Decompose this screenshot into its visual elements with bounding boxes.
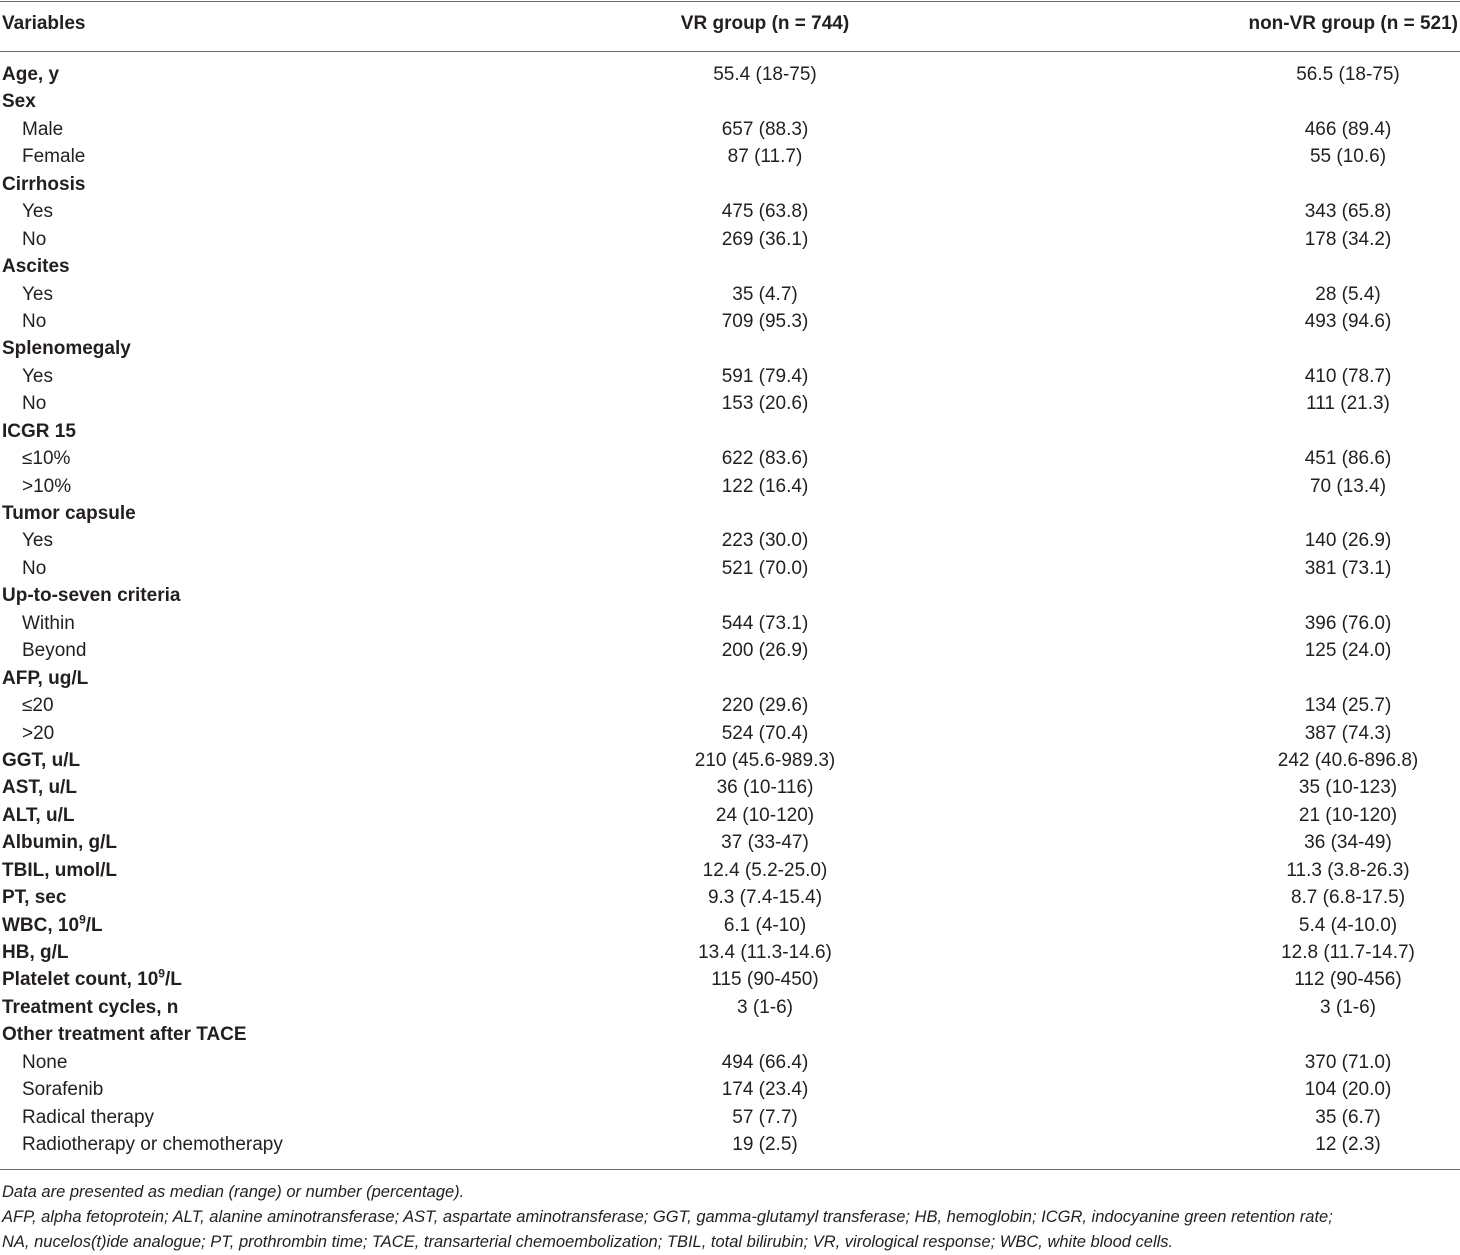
row-label: [2, 884, 66, 911]
row-label-text: No: [22, 393, 47, 415]
table-row: [0, 88, 1460, 115]
vr-group-value: 200 (26.9): [721, 640, 809, 662]
vr-group-value: 6.1 (4-10): [723, 914, 807, 936]
row-label-superscript: 9: [158, 967, 165, 982]
footnote-line: NA, nucelos(t)ide analogue; PT, prothrombin time; TACE, transarterial chemoembolization; TBIL, total bilirubin; VR, virological response; WBC, white blood cells.: [2, 1233, 1174, 1251]
table-row: [0, 966, 1460, 993]
vr-group-value: 494 (66.4): [721, 1051, 809, 1073]
table-row: [0, 802, 1460, 829]
row-label-text: AFP, ug/L: [2, 667, 89, 689]
table-row: [0, 281, 1460, 308]
row-label: [2, 500, 136, 527]
row-label: [22, 1104, 154, 1131]
row-label: [2, 994, 178, 1021]
row-label: [2, 829, 117, 856]
vr-group-value: 57 (7.7): [732, 1106, 798, 1128]
row-label-text: Sex: [2, 91, 36, 113]
row-label-text: Other treatment after TACE: [2, 1024, 247, 1046]
row-label-text: PT, sec: [2, 887, 67, 909]
non-vr-group-value: 21 (10-120): [1298, 804, 1398, 826]
row-label: [22, 555, 46, 582]
row-label-text: Radical therapy: [22, 1106, 155, 1128]
row-label-text: ICGR 15: [2, 420, 76, 442]
table-row: [0, 637, 1460, 664]
non-vr-group-value: 396 (76.0): [1304, 612, 1392, 634]
non-vr-group-value: 35 (6.7): [1315, 1106, 1381, 1128]
footnote-line: Data are presented as median (range) or number (percentage).: [2, 1183, 465, 1201]
row-label: [2, 335, 131, 362]
vr-group-value: 622 (83.6): [721, 448, 809, 470]
vr-group-value: 115 (90-450): [711, 969, 819, 991]
row-label: [2, 939, 69, 966]
non-vr-group-value: 35 (10-123): [1298, 777, 1398, 799]
row-label: [2, 1021, 247, 1048]
header-non-vr-group: non-VR group (n = 521): [1248, 13, 1458, 34]
non-vr-group-value: 5.4 (4-10.0): [1298, 914, 1398, 936]
vr-group-value: 12.4 (5.2-25.0): [702, 859, 828, 881]
vr-group-value: 36 (10-116): [716, 777, 814, 799]
non-vr-group-value: 11.3 (3.8-26.3): [1286, 859, 1410, 881]
row-label-text: >10%: [22, 475, 72, 497]
row-label: [2, 418, 76, 445]
row-label-text: AST, u/L: [2, 777, 77, 799]
row-label-text: Splenomegaly: [2, 338, 131, 360]
table-row: [0, 500, 1460, 527]
row-label-suffix: /L: [85, 914, 103, 936]
vr-group-value: 24 (10-120): [715, 804, 815, 826]
row-label-text: ≤20: [22, 695, 54, 717]
row-label-suffix: /L: [164, 969, 182, 991]
row-label-superscript: 9: [79, 912, 86, 927]
table-row: [0, 939, 1460, 966]
footnote-line: AFP, alpha fetoprotein; ALT, alanine aminotransferase; AST, aspartate aminotransferase; GGT, gamma-glutamyl transferase; HB, hemoglobin; ICGR, indocyanine green retention rate;: [2, 1208, 1333, 1226]
table-header-row: [0, 13, 1460, 41]
row-label-text: Sorafenib: [22, 1079, 104, 1101]
non-vr-group-value: 3 (1-6): [1320, 996, 1376, 1018]
non-vr-group-value: 36 (34-49): [1304, 832, 1392, 854]
non-vr-group-value: 466 (89.4): [1304, 118, 1392, 140]
vr-group-value: 709 (95.3): [721, 310, 809, 332]
table-row: [0, 171, 1460, 198]
non-vr-group-value: 12.8 (11.7-14.7): [1281, 942, 1415, 963]
row-label: [22, 445, 70, 472]
table-row: [0, 116, 1460, 143]
table-footnotes: [2, 1180, 1458, 1255]
non-vr-group-value: 493 (94.6): [1304, 310, 1392, 332]
row-label: [22, 308, 46, 335]
table-row: [0, 829, 1460, 856]
row-label: [22, 281, 53, 308]
non-vr-group-value: 387 (74.3): [1304, 722, 1392, 744]
table-row: [0, 143, 1460, 170]
row-label-text: Yes: [22, 530, 53, 552]
vr-group-value: 521 (70.0): [721, 557, 809, 579]
table-row: [0, 610, 1460, 637]
vr-group-value: 210 (45.6-989.3): [694, 749, 836, 771]
table-row: [0, 61, 1460, 88]
row-label: [2, 857, 117, 884]
vr-group-value: 524 (70.4): [721, 722, 809, 744]
table-row: [0, 857, 1460, 884]
vr-group-value: 220 (29.6): [721, 695, 809, 717]
vr-group-value: 544 (73.1): [721, 612, 809, 634]
row-label: [2, 966, 182, 993]
table-top-rule: [0, 1, 1460, 2]
non-vr-group-value: 111 (21.3): [1306, 393, 1390, 415]
row-label-text: Platelet count, 10: [2, 969, 159, 991]
row-label: [22, 720, 54, 747]
vr-group-value: 174 (23.4): [721, 1079, 809, 1101]
row-label: [22, 610, 75, 637]
vr-group-value: 223 (30.0): [721, 530, 809, 552]
non-vr-group-value: 134 (25.7): [1304, 695, 1392, 717]
row-label-text: Albumin, g/L: [2, 832, 118, 854]
non-vr-group-value: 125 (24.0): [1304, 640, 1392, 662]
table-row: [0, 1049, 1460, 1076]
vr-group-value: 657 (88.3): [721, 118, 809, 140]
non-vr-group-value: 28 (5.4): [1315, 283, 1381, 305]
table-row: [0, 335, 1460, 362]
table-body: [0, 61, 1460, 1159]
row-label: [2, 582, 180, 609]
row-label-text: Within: [22, 612, 75, 634]
row-label: [2, 747, 80, 774]
non-vr-group-value: 242 (40.6-896.8): [1277, 749, 1419, 771]
table-row: [0, 884, 1460, 911]
row-label-text: Ascites: [2, 256, 70, 278]
row-label: [2, 88, 36, 115]
vr-group-value: 35 (4.7): [732, 283, 798, 305]
non-vr-group-value: 451 (86.6): [1304, 448, 1392, 470]
row-label-text: No: [22, 310, 47, 332]
row-label-text: Radiotherapy or chemotherapy: [22, 1134, 283, 1156]
vr-group-value: 153 (20.6): [721, 393, 809, 415]
row-label-text: ALT, u/L: [2, 804, 75, 826]
row-label-text: None: [22, 1051, 68, 1073]
non-vr-group-value: 178 (34.2): [1304, 228, 1392, 250]
row-label-text: Yes: [22, 365, 53, 387]
table-row: [0, 418, 1460, 445]
table-row: [0, 308, 1460, 335]
vr-group-value: 37 (33-47): [721, 832, 809, 854]
non-vr-group-value: 410 (78.7): [1304, 365, 1392, 387]
row-label: [2, 665, 88, 692]
non-vr-group-value: 112 (90-456): [1294, 969, 1402, 991]
row-label: [22, 116, 63, 143]
table-row: [0, 527, 1460, 554]
table-row: [0, 473, 1460, 500]
table-row: [0, 720, 1460, 747]
row-label-text: ≤10%: [22, 448, 71, 470]
header-variables: Variables: [2, 13, 86, 34]
non-vr-group-value: 343 (65.8): [1304, 201, 1392, 223]
table-row: [0, 1076, 1460, 1103]
row-label-text: Beyond: [22, 640, 87, 662]
row-label-text: Tumor capsule: [2, 503, 136, 524]
row-label: [22, 1076, 103, 1103]
header-bottom-rule: [0, 51, 1460, 52]
row-label: [22, 1131, 283, 1158]
table-row: [0, 692, 1460, 719]
non-vr-group-value: 370 (71.0): [1304, 1051, 1392, 1073]
row-label-text: Age, y: [2, 64, 60, 85]
table-bottom-rule: [0, 1169, 1460, 1170]
table-row: [0, 1131, 1460, 1158]
row-label: [22, 363, 53, 390]
non-vr-group-value: 8.7 (6.8-17.5): [1290, 887, 1406, 909]
table-row: [0, 555, 1460, 582]
non-vr-group-value: 381 (73.1): [1304, 557, 1392, 579]
vr-group-value: 269 (36.1): [721, 228, 809, 250]
row-label: [2, 171, 85, 198]
table-row: [0, 1104, 1460, 1131]
non-vr-group-value: 70 (13.4): [1309, 475, 1387, 497]
vr-group-value: 55.4 (18-75): [713, 64, 817, 85]
table-row: [0, 363, 1460, 390]
row-label-text: Up-to-seven criteria: [2, 585, 181, 607]
row-label-text: Yes: [22, 283, 53, 305]
non-vr-group-value: 55 (10.6): [1309, 146, 1387, 168]
vr-group-value: 3 (1-6): [737, 996, 793, 1018]
row-label: [22, 637, 86, 664]
table-row: [0, 665, 1460, 692]
row-label-text: TBIL, umol/L: [2, 859, 118, 881]
non-vr-group-value: 56.5 (18-75): [1296, 64, 1400, 85]
row-label: [22, 143, 85, 170]
non-vr-group-value: 12 (2.3): [1315, 1134, 1381, 1156]
row-label: [22, 198, 53, 225]
vr-group-value: 87 (11.7): [727, 146, 803, 168]
row-label: [22, 1049, 67, 1076]
row-label: [22, 527, 53, 554]
table-row: [0, 912, 1460, 939]
row-label: [22, 226, 46, 253]
row-label-text: >20: [22, 722, 55, 744]
row-label-text: Female: [22, 146, 86, 168]
row-label: [2, 802, 74, 829]
row-label: [2, 61, 59, 88]
table-row: [0, 253, 1460, 280]
row-label-text: Male: [22, 118, 64, 140]
table-row: [0, 198, 1460, 225]
header-vr-group: VR group (n = 744): [680, 13, 850, 34]
table-row: [0, 390, 1460, 417]
row-label-text: GGT, u/L: [2, 749, 81, 771]
row-label: [2, 774, 77, 801]
row-label-text: Yes: [22, 201, 53, 223]
vr-group-value: 475 (63.8): [721, 201, 809, 223]
table-row: [0, 582, 1460, 609]
row-label: [2, 253, 70, 280]
vr-group-value: 591 (79.4): [721, 365, 809, 387]
table-row: [0, 994, 1460, 1021]
table-row: [0, 445, 1460, 472]
row-label: [22, 473, 71, 500]
vr-group-value: 19 (2.5): [732, 1134, 798, 1156]
row-label-text: No: [22, 228, 47, 250]
non-vr-group-value: 140 (26.9): [1304, 530, 1392, 552]
row-label: [2, 912, 103, 939]
row-label: [22, 390, 46, 417]
row-label-text: Cirrhosis: [2, 173, 86, 195]
row-label-text: HB, g/L: [2, 942, 69, 963]
vr-group-value: 122 (16.4): [721, 475, 809, 497]
row-label-text: Treatment cycles, n: [2, 996, 179, 1018]
table-row: [0, 774, 1460, 801]
row-label: [22, 692, 54, 719]
vr-group-value: 9.3 (7.4-15.4): [707, 887, 823, 909]
row-label-text: WBC, 10: [2, 914, 80, 936]
table-row: [0, 1021, 1460, 1048]
non-vr-group-value: 104 (20.0): [1304, 1079, 1392, 1101]
table-row: [0, 226, 1460, 253]
row-label-text: No: [22, 557, 47, 579]
vr-group-value: 13.4 (11.3-14.6): [698, 942, 832, 963]
table-row: [0, 747, 1460, 774]
